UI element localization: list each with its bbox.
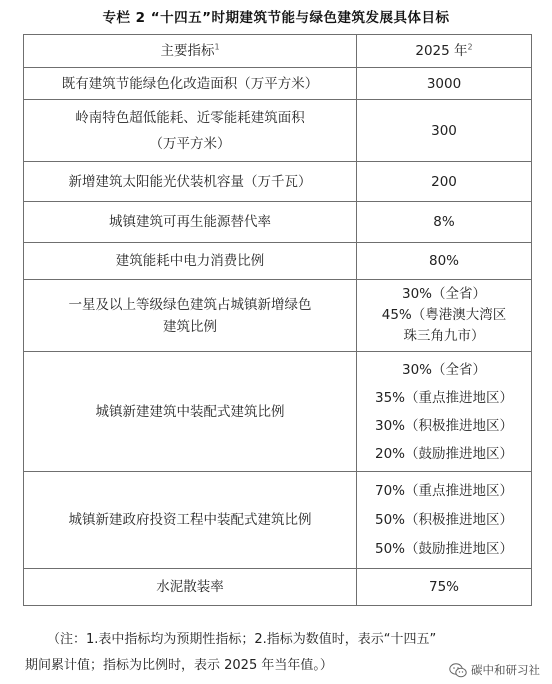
table-row bbox=[24, 569, 532, 606]
indicator-cell bbox=[24, 100, 357, 162]
targets-table bbox=[23, 34, 532, 606]
value-cell bbox=[357, 68, 532, 100]
table-row bbox=[24, 472, 532, 569]
indicator-value: 8% bbox=[433, 214, 455, 230]
value-cell bbox=[357, 280, 532, 352]
indicator-value: 200 bbox=[431, 173, 457, 190]
indicator-value: 300 bbox=[431, 122, 457, 139]
indicator-value-3: 30%（积极推进地区） bbox=[374, 417, 513, 434]
indicator-cell bbox=[24, 569, 357, 606]
indicator-value: 80% bbox=[428, 253, 459, 269]
table-row bbox=[24, 162, 532, 202]
indicator-cell bbox=[24, 352, 357, 472]
indicator-value: 30%（全省） bbox=[401, 361, 486, 378]
header-year-label: 2025 年 bbox=[415, 43, 468, 59]
indicator-label: 城镇新建政府投资工程中装配式建筑比例 bbox=[68, 512, 312, 528]
indicator-label: 一星及以上等级绿色建筑占城镇新增绿色 bbox=[68, 296, 312, 313]
table-row bbox=[24, 243, 532, 280]
footnote-line-2: 期间累计值；指标为比例时，表示 2025 年当年值。） bbox=[25, 658, 333, 673]
indicator-label: 城镇建筑可再生能源替代率 bbox=[109, 214, 271, 230]
indicator-value: 70%（重点推进地区） bbox=[374, 482, 513, 499]
value-cell bbox=[357, 472, 532, 569]
indicator-value-2: 50%（积极推进地区） bbox=[374, 511, 513, 528]
footnote-marker-2: 2 bbox=[467, 42, 473, 52]
wechat-icon bbox=[449, 663, 467, 678]
indicator-value-2: 45%（粤港澳大湾区 bbox=[381, 307, 507, 323]
header-indicator bbox=[24, 35, 357, 68]
value-cell bbox=[357, 243, 532, 280]
indicator-label: 新增建筑太阳能光伏装机容量（万千瓦） bbox=[68, 173, 312, 190]
indicator-label: 城镇新建建筑中装配式建筑比例 bbox=[95, 403, 285, 420]
indicator-value: 3000 bbox=[426, 75, 462, 92]
table-row bbox=[24, 100, 532, 162]
value-cell bbox=[357, 162, 532, 202]
indicator-value-4: 20%（鼓励推进地区） bbox=[374, 445, 513, 462]
indicator-cell bbox=[24, 280, 357, 352]
watermark-text: 碳中和研习社 bbox=[471, 663, 540, 677]
indicator-label: 水泥散装率 bbox=[156, 579, 224, 595]
indicator-cell bbox=[24, 68, 357, 100]
value-cell bbox=[357, 202, 532, 243]
indicator-value: 30%（全省） bbox=[401, 286, 486, 302]
watermark bbox=[449, 662, 540, 678]
table-row bbox=[24, 280, 532, 352]
header-year bbox=[357, 35, 532, 68]
indicator-cell bbox=[24, 472, 357, 569]
indicator-value-2: 35%（重点推进地区） bbox=[374, 389, 513, 406]
indicator-value: 75% bbox=[428, 579, 459, 595]
footnote-line-1: （注：1.表中指标均为预期性指标；2.指标为数值时，表示“十四五” bbox=[47, 632, 437, 647]
value-cell bbox=[357, 100, 532, 162]
value-cell bbox=[357, 352, 532, 472]
indicator-cell bbox=[24, 202, 357, 243]
indicator-cell bbox=[24, 243, 357, 280]
indicator-label-line2: 建筑比例 bbox=[163, 318, 217, 335]
indicator-cell bbox=[24, 162, 357, 202]
indicator-label: 既有建筑节能绿色化改造面积（万平方米） bbox=[61, 75, 319, 92]
indicator-label: 建筑能耗中电力消费比例 bbox=[115, 253, 265, 269]
table-row bbox=[24, 68, 532, 100]
value-cell bbox=[357, 569, 532, 606]
indicator-value-3: 珠三角九市） bbox=[403, 328, 485, 344]
indicator-label: 岭南特色超低能耗、近零能耗建筑面积 bbox=[75, 109, 305, 126]
header-indicator-label: 主要指标 bbox=[160, 43, 215, 59]
table-row bbox=[24, 202, 532, 243]
indicator-label-line2: （万平方米） bbox=[149, 135, 231, 152]
footnote-marker-1: 1 bbox=[214, 42, 220, 52]
table-title: 专栏 2 “十四五”时期建筑节能与绿色建筑发展具体目标 bbox=[102, 10, 450, 26]
table-header-row bbox=[24, 35, 532, 68]
indicator-value-3: 50%（鼓励推进地区） bbox=[374, 540, 513, 557]
table-row bbox=[24, 352, 532, 472]
